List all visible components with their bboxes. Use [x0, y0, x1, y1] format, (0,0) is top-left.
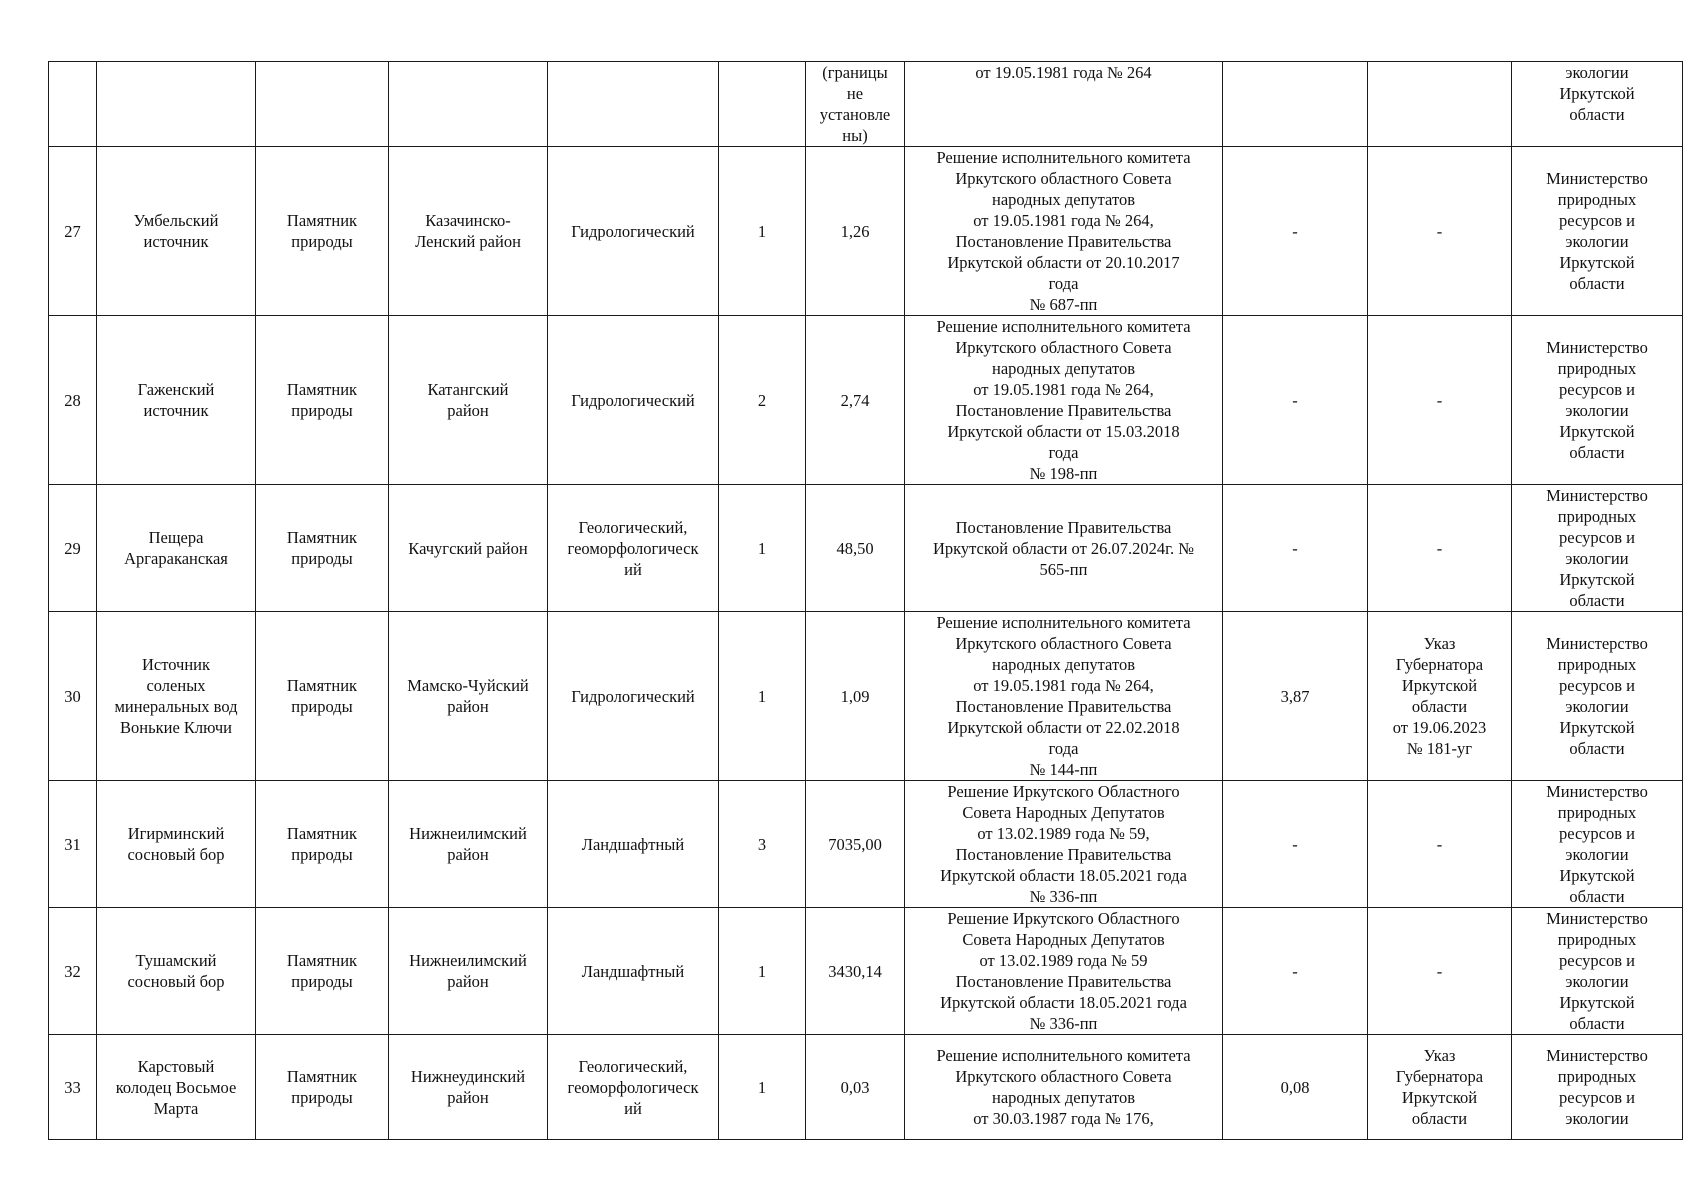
cell-authority: [1512, 316, 1683, 485]
area-text: 2,74: [840, 390, 870, 410]
table-row: [49, 781, 1683, 908]
cell-area: [806, 908, 905, 1035]
area-text: (границы не установле ны): [819, 63, 891, 145]
object-name: Карстовый колодец Восьмое Марта: [115, 1056, 237, 1118]
buffer-area-text: -: [1292, 221, 1298, 241]
cell-category: [256, 62, 389, 147]
cell-basis: [905, 781, 1223, 908]
cell-authority: [1512, 908, 1683, 1035]
buffer-basis-text: -: [1436, 834, 1443, 854]
cell-location: [389, 1035, 548, 1140]
cell-basis: [905, 908, 1223, 1035]
cell-name: [97, 62, 256, 147]
cell-authority: [1512, 147, 1683, 316]
row-number: 28: [64, 390, 81, 410]
basis-text: Решение исполнительного комитета Иркутского областного Совета народных депутатов от 19.05.1981 года № 264, Постановление Правительства Иркутской области от 15.03.2018 года № 198-пп: [936, 317, 1191, 483]
location-text: Казачинско- Ленский район: [415, 211, 521, 251]
cell-buffer-area: [1223, 147, 1368, 316]
category-text: Памятник природы: [286, 951, 358, 991]
cell-category: [256, 147, 389, 316]
cell-buffer-basis: [1368, 62, 1512, 147]
authority-text: Министерство природных ресурсов и экологии Иркутской области: [1546, 338, 1648, 462]
cell-location: [389, 62, 548, 147]
cell-num: [49, 316, 97, 485]
location-text: Катангский район: [427, 380, 509, 420]
authority-text: Министерство природных ресурсов и экологии Иркутской области: [1546, 782, 1648, 906]
cell-profile: [548, 781, 719, 908]
cell-buffer-basis: [1368, 147, 1512, 316]
buffer-area-text: -: [1292, 390, 1298, 410]
significance-text: 1: [757, 1077, 767, 1097]
cell-area: [806, 62, 905, 147]
buffer-area-text: -: [1292, 961, 1298, 981]
cell-basis: [905, 62, 1223, 147]
cell-category: [256, 908, 389, 1035]
cell-area: [806, 316, 905, 485]
cell-significance: [719, 612, 806, 781]
category-text: Памятник природы: [286, 380, 358, 420]
authority-text: Министерство природных ресурсов и экологии Иркутской области: [1546, 486, 1648, 610]
cell-name: [97, 908, 256, 1035]
cell-significance: [719, 781, 806, 908]
cell-basis: [905, 147, 1223, 316]
profile-text: Геологический, геоморфологическ ий: [567, 1056, 699, 1118]
row-number: 31: [64, 834, 81, 854]
cell-buffer-area: [1223, 612, 1368, 781]
cell-area: [806, 1035, 905, 1140]
cell-significance: [719, 908, 806, 1035]
buffer-area-text: 0,08: [1280, 1077, 1310, 1097]
cell-num: [49, 147, 97, 316]
category-text: Памятник природы: [286, 1067, 358, 1107]
table-row: [49, 1035, 1683, 1140]
cell-authority: [1512, 62, 1683, 147]
cell-num: [49, 908, 97, 1035]
cell-area: [806, 612, 905, 781]
cell-profile: [548, 316, 719, 485]
cell-location: [389, 908, 548, 1035]
buffer-basis-text: Указ Губернатора Иркутской области: [1395, 1046, 1484, 1128]
cell-name: [97, 316, 256, 485]
object-name: Гаженский источник: [137, 380, 215, 420]
row-number: 30: [64, 686, 81, 706]
cell-basis: [905, 485, 1223, 612]
table-row: [49, 316, 1683, 485]
cell-name: [97, 485, 256, 612]
object-name: Пещера Аргараканская: [124, 528, 228, 568]
cell-num: [49, 781, 97, 908]
authority-text: Министерство природных ресурсов и экологии: [1546, 1046, 1648, 1128]
cell-profile: [548, 147, 719, 316]
cell-location: [389, 316, 548, 485]
significance-text: 1: [757, 961, 767, 981]
cell-location: [389, 781, 548, 908]
cell-location: [389, 147, 548, 316]
significance-text: 1: [757, 538, 767, 558]
profile-text: Геологический, геоморфологическ ий: [567, 517, 699, 579]
object-name: Источник соленых минеральных вод Вонькие Ключи: [114, 655, 238, 737]
row-number: 29: [64, 538, 81, 558]
location-text: Нижнеилимский район: [409, 824, 527, 864]
area-text: 1,09: [840, 686, 870, 706]
row-number: 33: [64, 1077, 81, 1097]
cell-name: [97, 781, 256, 908]
table-row: [49, 147, 1683, 316]
cell-significance: [719, 147, 806, 316]
cell-profile: [548, 612, 719, 781]
cell-basis: [905, 316, 1223, 485]
row-number: 32: [64, 961, 81, 981]
significance-text: 2: [757, 390, 767, 410]
basis-text: Постановление Правительства Иркутской области от 26.07.2024г. № 565-пп: [932, 517, 1195, 579]
cell-buffer-basis: [1368, 1035, 1512, 1140]
table-row: [49, 485, 1683, 612]
cell-authority: [1512, 612, 1683, 781]
cell-location: [389, 612, 548, 781]
profile-text: Гидрологический: [571, 221, 695, 241]
buffer-basis-text: Указ Губернатора Иркутской области от 19.06.2023 № 181-уг: [1392, 634, 1487, 758]
cell-buffer-area: [1223, 62, 1368, 147]
cell-buffer-basis: [1368, 316, 1512, 485]
location-text: Нижнеудинский район: [410, 1067, 526, 1107]
area-text: 0,03: [840, 1077, 870, 1097]
category-text: Памятник природы: [286, 676, 358, 716]
cell-significance: [719, 62, 806, 147]
cell-significance: [719, 1035, 806, 1140]
object-name: Тушамский сосновый бор: [127, 951, 225, 991]
location-text: Нижнеилимский район: [409, 951, 527, 991]
profile-text: Ландшафтный: [581, 961, 685, 981]
authority-text: Министерство природных ресурсов и экологии Иркутской области: [1546, 169, 1648, 293]
buffer-basis-text: -: [1436, 961, 1443, 981]
authority-text: Министерство природных ресурсов и экологии Иркутской области: [1546, 909, 1648, 1033]
basis-text: Решение исполнительного комитета Иркутского областного Совета народных депутатов от 30.03.1987 года № 176,: [936, 1046, 1191, 1128]
cell-location: [389, 485, 548, 612]
basis-text: Решение исполнительного комитета Иркутского областного Совета народных депутатов от 19.05.1981 года № 264, Постановление Правительства Иркутской области от 20.10.2017 года № 687-пп: [936, 148, 1191, 314]
cell-buffer-basis: [1368, 908, 1512, 1035]
buffer-basis-text: -: [1436, 390, 1443, 410]
cell-profile: [548, 485, 719, 612]
table-row-continuation: [49, 62, 1683, 147]
cell-buffer-basis: [1368, 781, 1512, 908]
cell-buffer-area: [1223, 781, 1368, 908]
cell-buffer-area: [1223, 316, 1368, 485]
significance-text: 3: [757, 834, 767, 854]
cell-num: [49, 1035, 97, 1140]
cell-name: [97, 147, 256, 316]
cell-profile: [548, 62, 719, 147]
object-name: Игирминский сосновый бор: [127, 824, 225, 864]
cell-category: [256, 485, 389, 612]
cell-significance: [719, 316, 806, 485]
cell-buffer-area: [1223, 485, 1368, 612]
cell-category: [256, 1035, 389, 1140]
protected-areas-table: [48, 61, 1683, 1140]
cell-num: [49, 612, 97, 781]
cell-authority: [1512, 781, 1683, 908]
cell-category: [256, 316, 389, 485]
authority-text: экологии Иркутской области: [1559, 63, 1635, 124]
cell-area: [806, 485, 905, 612]
cell-category: [256, 781, 389, 908]
basis-text: Решение исполнительного комитета Иркутского областного Совета народных депутатов от 19.05.1981 года № 264, Постановление Правительства Иркутской области от 22.02.2018 года № 144-пп: [936, 613, 1191, 779]
object-name: Умбельский источник: [133, 211, 219, 251]
cell-profile: [548, 908, 719, 1035]
cell-num: [49, 62, 97, 147]
area-text: 7035,00: [828, 834, 882, 854]
buffer-area-text: 3,87: [1280, 686, 1310, 706]
cell-buffer-basis: [1368, 612, 1512, 781]
basis-text: от 19.05.1981 года № 264: [975, 63, 1152, 82]
cell-area: [806, 781, 905, 908]
location-text: Качугский район: [408, 538, 528, 558]
cell-basis: [905, 612, 1223, 781]
area-text: 1,26: [840, 221, 870, 241]
profile-text: Гидрологический: [571, 390, 695, 410]
cell-significance: [719, 485, 806, 612]
category-text: Памятник природы: [286, 824, 358, 864]
area-text: 48,50: [836, 538, 874, 558]
basis-text: Решение Иркутского Областного Совета Народных Депутатов от 13.02.1989 года № 59, Постановление Правительства Иркутской области 18.05.2021 года № 336-пп: [940, 782, 1187, 906]
buffer-basis-text: -: [1436, 221, 1443, 241]
profile-text: Гидрологический: [571, 686, 695, 706]
cell-name: [97, 612, 256, 781]
significance-text: 1: [757, 221, 767, 241]
area-text: 3430,14: [828, 961, 882, 981]
cell-profile: [548, 1035, 719, 1140]
profile-text: Ландшафтный: [581, 834, 685, 854]
category-text: Памятник природы: [286, 528, 358, 568]
cell-category: [256, 612, 389, 781]
cell-authority: [1512, 1035, 1683, 1140]
significance-text: 1: [757, 686, 767, 706]
table-row: [49, 908, 1683, 1035]
cell-basis: [905, 1035, 1223, 1140]
authority-text: Министерство природных ресурсов и экологии Иркутской области: [1546, 634, 1648, 758]
category-text: Памятник природы: [286, 211, 358, 251]
cell-buffer-basis: [1368, 485, 1512, 612]
cell-buffer-area: [1223, 908, 1368, 1035]
buffer-area-text: -: [1292, 538, 1298, 558]
cell-num: [49, 485, 97, 612]
cell-authority: [1512, 485, 1683, 612]
cell-buffer-area: [1223, 1035, 1368, 1140]
row-number: 27: [64, 221, 81, 241]
buffer-basis-text: -: [1436, 538, 1443, 558]
location-text: Мамско-Чуйский район: [407, 676, 529, 716]
cell-area: [806, 147, 905, 316]
buffer-area-text: -: [1292, 834, 1298, 854]
table-row: [49, 612, 1683, 781]
cell-name: [97, 1035, 256, 1140]
basis-text: Решение Иркутского Областного Совета Народных Депутатов от 13.02.1989 года № 59 Постановление Правительства Иркутской области 18.05.2021 года № 336-пп: [940, 909, 1187, 1033]
